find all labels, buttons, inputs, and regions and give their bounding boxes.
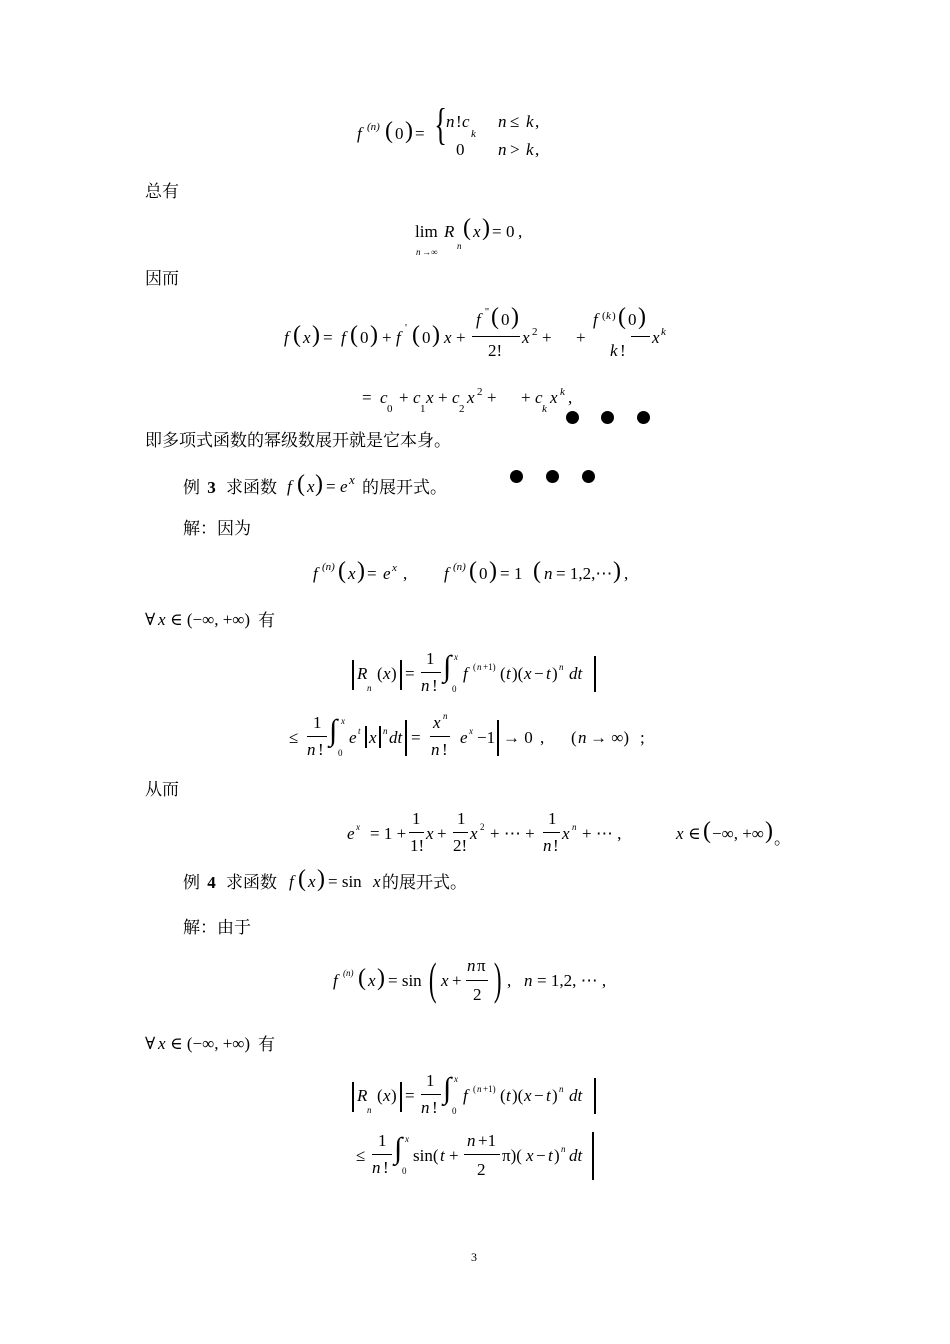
- example-4-line: [183, 872, 277, 894]
- example-prompt: 求函数: [226, 478, 277, 497]
- example-3-line: [183, 477, 277, 499]
- ellipsis-dot: [601, 411, 614, 424]
- ellipsis-dot: [510, 470, 523, 483]
- example-3-suffix: 的展开式。: [362, 478, 447, 497]
- solution-4-intro: 解：由于: [183, 918, 251, 937]
- ellipsis-dot: [582, 470, 595, 483]
- example-label: 例: [183, 873, 200, 892]
- forall-2-tail: 有: [258, 1035, 275, 1054]
- example-number: 3: [207, 478, 216, 497]
- forall-1-tail: 有: [258, 611, 275, 630]
- solution-3-intro: 解：因为: [183, 519, 251, 538]
- text-zongyou: 总有: [145, 182, 179, 201]
- example-label: 例: [183, 478, 200, 497]
- document-page: f (n) ( 0 ) = { n ! c k n ≤ k , 0 n > k , 总有 lim R ( x ) = 0 , n →∞ n 因而 f ( x ) = f ( 0 ) + f ' ( 0 ) x + f '' ( 0 ) 2! x 2 + + f ( k ) ( 0 ) k ! x k = c 0 + c 1 x + c 2 x 2 + + c k x k , 即多项式函数的幂级数展开就是它本身。 例 3 求函数 f ( x ) = e x 的展开式。 解：因为 f (n) ( x ) = e x , f (n) ( 0 ) = 1 ( n = 1,2,⋯ ) , ∀ x ∈ (−∞, +∞) 有 R n ( x ) = 1 n ! ∫ x 0 f ( n +1) ( t )( x − t ) n dt ≤ 1 n ! ∫ x 0 e t x n dt = x n n ! e x −1 → 0 , ( n → ∞) ; 从而 e x = 1 + 1 1! x + 1 2! x 2 + ⋯ + 1 n ! x n + ⋯ , x ∈ ( −∞, +∞ ) 。 例 4 求函数 f ( x ) = sin x 的展开式。 解：由于 f (n) ( x ) = sin ( x + n π 2 ) , n = 1,2, ⋯ , ∀ x ∈ (−∞, +∞) 有 R n ( x ) = 1 n ! ∫ x 0 f ( n +1) ( t )( x − t ) n dt ≤ 1 n ! ∫ x 0 sin( t + n +1 2 π)( x − t ) n dt 3: [145, 100, 791, 1264]
- page-number: 3: [471, 1250, 477, 1264]
- text-congr: 从而: [145, 780, 179, 799]
- example-4-suffix: 的展开式。: [382, 873, 467, 892]
- example-prompt: 求函数: [226, 873, 277, 892]
- ellipsis-dot: [546, 470, 559, 483]
- ellipsis-dot: [566, 411, 579, 424]
- text-conclusion: 即多项式函数的幂级数展开就是它本身。: [145, 431, 451, 450]
- text-yiner: 因而: [145, 269, 179, 288]
- ellipsis-dot: [637, 411, 650, 424]
- example-number: 4: [207, 873, 216, 892]
